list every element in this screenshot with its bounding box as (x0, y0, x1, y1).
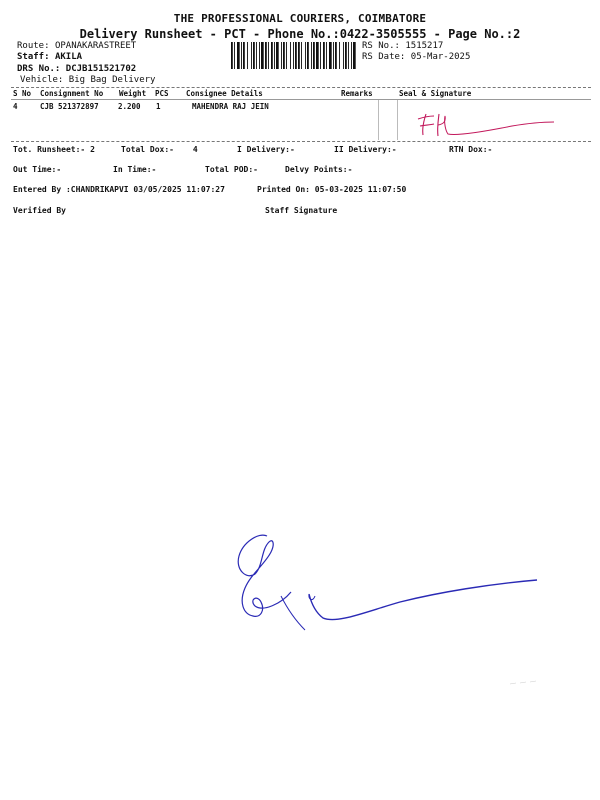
col-header-weight: Weight (119, 89, 147, 98)
col-header-sno: S No (13, 89, 32, 98)
staff-label: Staff: (17, 52, 50, 62)
in-time: In Time:- (113, 165, 157, 174)
delvy-points: Delvy Points:- (285, 165, 353, 174)
cell-consignment: CJB 521372897 (40, 102, 99, 111)
rs-date-label: RS Date: (362, 52, 406, 62)
staff-line (17, 52, 82, 62)
drs-line (17, 64, 136, 74)
cell-sno: 4 (13, 102, 18, 111)
rs-date-line (362, 52, 470, 62)
drs-label: DRS No.: (17, 64, 61, 74)
col-header-seal: Seal & Signature (399, 89, 472, 98)
tot-runsheet: Tot. Runsheet:- 2 (13, 145, 95, 154)
col-header-consignment: Consignment No (40, 89, 104, 98)
printed-on: Printed On: 05-03-2025 11:07:50 (257, 185, 407, 194)
cell-pcs: 1 (156, 102, 161, 111)
entered-by: Entered By :CHANDRIKAPVI 03/05/2025 11:07:27 (13, 185, 225, 194)
i-delivery: I Delivery:- (237, 145, 295, 154)
col-header-pcs: PCS (155, 89, 169, 98)
out-time: Out Time:- (13, 165, 62, 174)
cell-weight: 2.200 (118, 102, 141, 111)
ii-delivery: II Delivery:- (334, 145, 397, 154)
faint-mark (508, 680, 538, 686)
col-header-remarks: Remarks (341, 89, 373, 98)
vehicle-value: Big Bag Delivery (68, 75, 156, 85)
rs-no-value: 1515217 (405, 41, 444, 51)
route-line (17, 41, 136, 51)
route-value: OPANAKARASTREET (54, 41, 137, 51)
total-dox-line (121, 145, 198, 154)
staff-signature-label: Staff Signature (265, 206, 338, 215)
total-dox-label: Total Dox:- (121, 145, 174, 154)
route-label: Route: (17, 41, 50, 51)
seal-divider (397, 100, 398, 140)
barcode (230, 42, 356, 69)
total-dox-value: 4 (192, 145, 198, 154)
vehicle-line (20, 75, 155, 85)
cell-consignee: MAHENDRA RAJ JEIN (192, 102, 269, 111)
rs-no-label: RS No.: (362, 41, 400, 51)
table-top-rule (11, 87, 591, 88)
rtn-dox: RTN Dox:- (449, 145, 493, 154)
company-title: THE PROFESSIONAL COURIERS, COIMBATORE (173, 12, 427, 25)
table-bottom-rule (11, 141, 591, 142)
staff-value: AKILA (54, 52, 83, 62)
col-header-consignee: Consignee Details (186, 89, 263, 98)
rs-no-line (362, 41, 443, 51)
drs-value: DCJB151521702 (65, 64, 137, 74)
verified-by: Verified By (13, 206, 66, 215)
remarks-divider (378, 100, 379, 140)
runsheet-subtitle: Delivery Runsheet - PCT - Phone No.:0422-3505555 - Page No.:2 (79, 27, 521, 41)
vehicle-label: Vehicle: (20, 75, 64, 85)
consignee-signature (412, 108, 562, 140)
staff-signature (225, 530, 545, 640)
total-pod: Total POD:- (205, 165, 258, 174)
rs-date-value: 05-Mar-2025 (410, 52, 471, 62)
table-header-rule (11, 99, 591, 100)
